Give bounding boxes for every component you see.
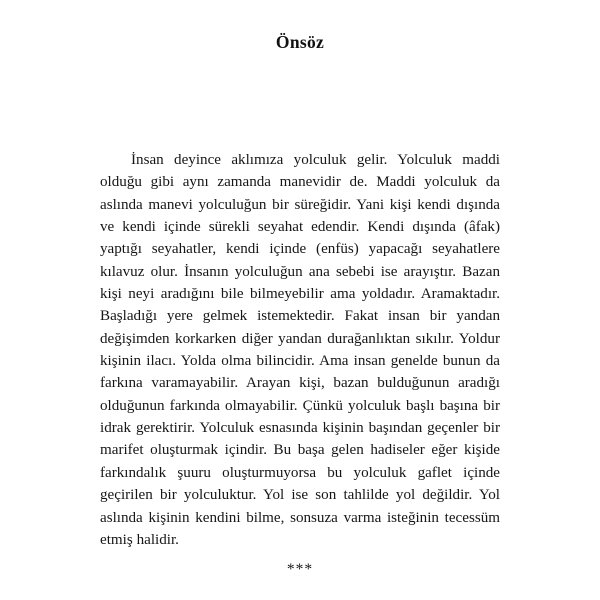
body-paragraph: İnsan deyince aklımıza yolculuk gelir. Yolculuk maddi olduğu gibi aynı zamanda manevidir de. Maddi yolculuk da aslında manevi yolculuğun bir süreğidir. Yani kişi kendi dışında ve kendi içinde sürekli seyahat edendir. Kendi dışında (âfak) yaptığı seyahatler, kendi içinde (enfüs) yapacağı seyahatlere kılavuz olur. İnsanın yolculuğun ana sebebi ise arayıştır. Bazan kişi neyi aradığını bile bilmeyebilir ama yoldadır. Aramaktadır. Başladığı yere gelmek istemektedir. Fakat insan bir yandan değişimden korkarken diğer yandan durağanlıktan sıkılır. Yoldur kişinin ilacı. Yolda olma bilincidir. Ama insan genelde bunun da farkına varamayabilir. Arayan kişi, bazan bulduğunun aradığı olduğunun farkında olmayabilir. Çünkü yolculuk başlı başına bir idrak gerektirir. Yolculuk esnasında kişinin başından geçenler bir marifet oluşturmak içindir. Bu başa gelen hadiseler eğer kişide farkındalık şuuru oluşturmuyorsa bu yolculuk gaflet içinde geçirilen bir yolculuktur. Yol ise son tahlilde yol değildir. Yol aslında kişinin kendini bilme, sonsuza varma isteğinin tecessüm etmiş halidir. bbox=[100, 152, 500, 548]
page-title: Önsöz bbox=[275, 31, 325, 52]
body-text-column bbox=[100, 149, 500, 551]
section-divider: *** bbox=[286, 561, 314, 578]
